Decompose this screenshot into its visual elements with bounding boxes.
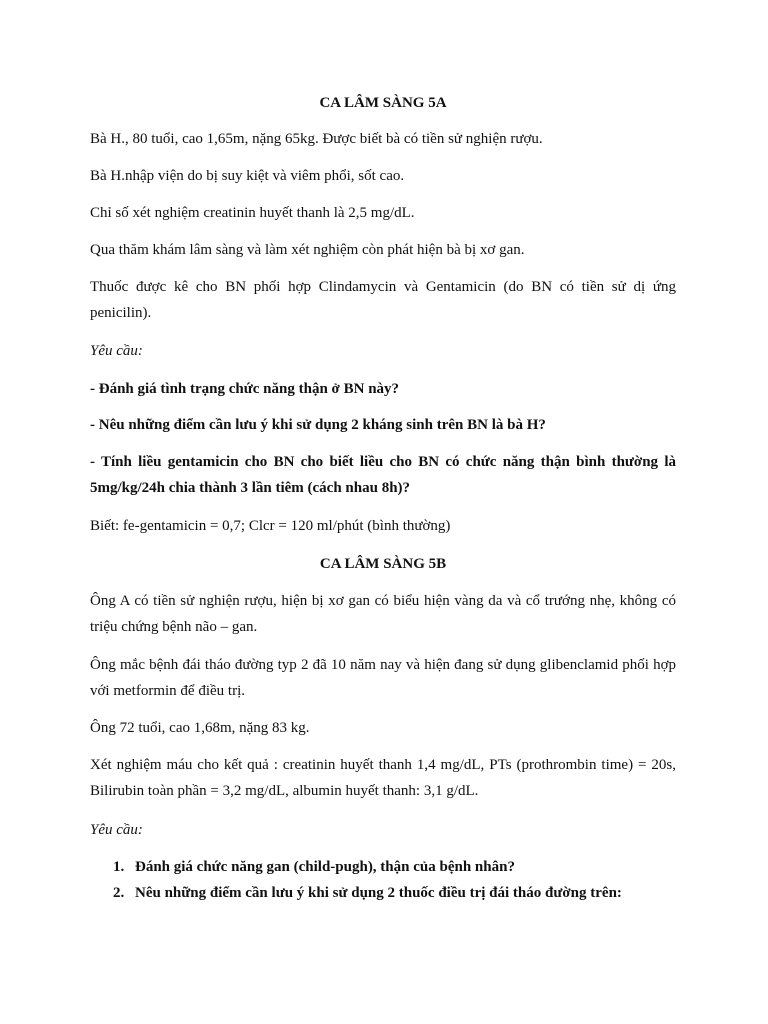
case-a-question-3: - Tính liều gentamicin cho BN cho biết liều cho BN có chức năng thận bình thường là 5mg/kg/24h chia thành 3 lần tiêm (cách nhau 8h)? [90, 454, 676, 496]
list-item-text: Đánh giá chức năng gan (child-pugh), thận của bệnh nhân? [135, 859, 515, 875]
list-item-number: 2. [113, 885, 125, 901]
case-a-note: Biết: fe-gentamicin = 0,7; Clcr = 120 ml/phút (bình thường) [90, 518, 451, 534]
case-a-paragraph-5: Thuốc được kê cho BN phối hợp Clindamycin và Gentamicin (do BN có tiền sử dị ứng penicilin). [90, 279, 676, 321]
case-a-question-2: - Nêu những điểm cần lưu ý khi sử dụng 2 kháng sinh trên BN là bà H? [90, 417, 546, 433]
case-b-list-item-2 [113, 883, 676, 903]
case-b-requirement-label: Yêu cầu: [90, 822, 143, 838]
case-a-question-1: - Đánh giá tình trạng chức năng thận ở BN này? [90, 381, 400, 397]
case-b-paragraph-1: Ông A có tiền sử nghiện rượu, hiện bị xơ gan có biểu hiện vàng da và cổ trướng nhẹ, không có triệu chứng bệnh não – gan. [90, 593, 676, 635]
case-b-list-item-1 [113, 857, 676, 877]
case-a-paragraph-4: Qua thăm khám lâm sàng và làm xét nghiệm còn phát hiện bà bị xơ gan. [90, 242, 525, 258]
case-a-paragraph-1: Bà H., 80 tuổi, cao 1,65m, nặng 65kg. Được biết bà có tiền sử nghiện rượu. [90, 131, 543, 147]
case-b-paragraph-2: Ông mắc bệnh đái tháo đường typ 2 đã 10 năm nay và hiện đang sử dụng glibenclamid phối hợp với metformin để điều trị. [90, 657, 676, 699]
list-item-text: Nêu những điểm cần lưu ý khi sử dụng 2 thuốc điều trị đái tháo đường trên: [135, 885, 622, 901]
case-b-title: CA LÂM SÀNG 5B [319, 556, 447, 572]
case-a-requirement-label: Yêu cầu: [90, 343, 143, 359]
case-a-title: CA LÂM SÀNG 5A [319, 95, 447, 111]
case-a-paragraph-3: Chỉ số xét nghiệm creatinin huyết thanh là 2,5 mg/dL. [90, 205, 415, 221]
case-b-paragraph-3: Ông 72 tuổi, cao 1,68m, nặng 83 kg. [90, 720, 310, 736]
case-b-paragraph-4: Xét nghiệm máu cho kết quả : creatinin huyết thanh 1,4 mg/dL, PTs (prothrombin time) = 20s, Bilirubin toàn phần = 3,2 mg/dL, albumin huyết thanh: 3,1 g/dL. [90, 757, 676, 799]
case-a-paragraph-2: Bà H.nhập viện do bị suy kiệt và viêm phổi, sốt cao. [90, 168, 405, 184]
list-item-number: 1. [113, 859, 125, 875]
